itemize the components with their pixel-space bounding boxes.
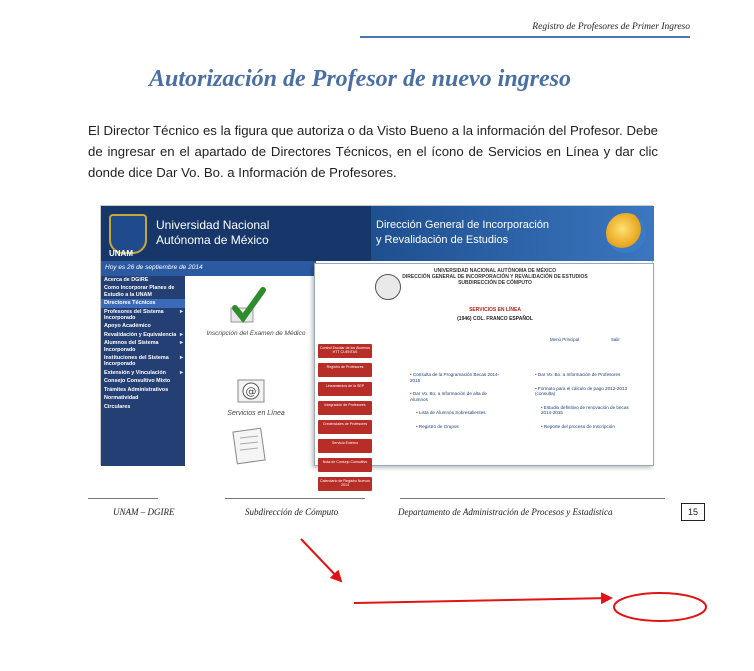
chevron-right-icon: ▸	[179, 340, 183, 347]
side-menu-item-label: Extensión y Vinculación	[104, 369, 166, 376]
overlay-options-col-1	[410, 372, 505, 438]
chevron-right-icon: ▸	[179, 355, 183, 362]
overlay-options-col-2	[535, 372, 630, 438]
slide-body: El Director Técnico es la figura que autoriza o da Visto Bueno a la información del Profesor. Debe de ingresar en el apartado de Directores Técnicos, en el ícono de Servicios en Línea y dar clic donde dice Dar Vo. Bo. a Información de Profesores.	[88, 123, 658, 180]
overlay-option-link[interactable]	[410, 372, 505, 383]
side-menu-item[interactable]	[101, 403, 185, 411]
side-menu-item-label: Alumnos del Sistema Incorporado	[104, 340, 159, 353]
chevron-right-icon: ▸	[179, 308, 183, 315]
overlay-header-line-1: UNIVERSIDAD NACIONAL AUTÓNOMA DE MÉXICO	[433, 268, 557, 274]
at-sign-icon[interactable]	[235, 374, 269, 408]
overlay-option-label: Lista de Alumnos Sobresalientes	[418, 410, 486, 416]
side-menu-item[interactable]	[101, 308, 185, 323]
overlay-side-button[interactable]: Servicio Externo	[318, 439, 372, 453]
side-menu-item-label: Trámites Administrativos	[104, 386, 169, 393]
overlay-header-line-2: DIRECCIÓN GENERAL DE INCORPORACIÓN Y REVALIDACIÓN DE ESTUDIOS	[402, 274, 588, 281]
online-services-window	[314, 263, 654, 488]
side-menu-item[interactable]	[101, 284, 185, 299]
header-rule	[360, 36, 690, 38]
unam-short-label: UNAM	[109, 249, 133, 258]
footer-rule-right	[400, 498, 665, 499]
overlay-option-label: Dar Vo. Bo. a Información de Profesores	[537, 372, 621, 377]
callout-arrow-1	[301, 539, 341, 581]
overlay-button-column	[318, 344, 372, 496]
document-icon[interactable]	[225, 426, 275, 466]
side-menu-item-label: Acerca de DGIRE	[104, 277, 149, 283]
overlay-header-line-3: SUBDIRECCIÓN DE CÓMPUTO	[458, 280, 532, 287]
overlay-side-button[interactable]: Lineamientos de la SEP	[318, 382, 372, 396]
unam-name-line-1: Universidad Nacional	[156, 218, 270, 232]
side-menu	[101, 276, 185, 466]
side-menu-item[interactable]	[101, 354, 185, 369]
overlay-option-label: Formato para el cálculo de pago 2012-2013 (consulta)	[535, 385, 628, 397]
section-label: SERVICIOS EN LÍNEA	[469, 307, 521, 313]
dgire-logo-icon	[606, 213, 646, 253]
dgire-name-line-1: Dirección General de Incorporación	[376, 219, 550, 231]
overlay-option-link[interactable]	[535, 372, 630, 378]
footer-right: Departamento de Administración de Procesos y Estadística	[398, 507, 613, 517]
dgire-name-line-2: y Revalidación de Estudios	[376, 234, 509, 246]
side-menu-item-label: Profesores del Sistema Incorporado	[104, 308, 164, 322]
side-menu-item[interactable]	[101, 369, 185, 377]
side-menu-item[interactable]	[101, 339, 185, 354]
bullet-icon: •	[541, 423, 544, 429]
side-menu-item-label: Circulares	[104, 403, 131, 410]
services-column	[185, 276, 315, 466]
overlay-option-link[interactable]	[410, 391, 505, 402]
overlay-option-label: Estudio definitivo de renovación de becas 2014-2015	[541, 404, 629, 416]
checkmark-icon[interactable]	[227, 288, 267, 326]
header-title: Registro de Profesores de Primer Ingreso	[532, 22, 690, 32]
page-number: 15	[681, 503, 705, 521]
side-menu-item[interactable]	[101, 322, 185, 330]
overlay-side-button[interactable]: Registro de Profesores	[318, 363, 372, 377]
side-menu-item-label: Apoyo Académico	[104, 323, 151, 330]
overlay-option-link[interactable]	[410, 424, 505, 430]
bullet-icon: •	[410, 372, 413, 377]
side-menu-item[interactable]	[101, 377, 185, 385]
bullet-icon: •	[541, 404, 544, 410]
overlay-option-link[interactable]	[535, 405, 630, 416]
callout-ellipse	[614, 593, 706, 621]
embedded-screenshot	[100, 205, 653, 488]
overlay-side-button[interactable]: Integración de Profesores	[318, 401, 372, 415]
overlay-option-link[interactable]	[535, 386, 630, 397]
side-menu-item[interactable]	[101, 331, 185, 339]
date-bar: Hoy es 26 de septiembre de 2014	[101, 261, 316, 276]
overlay-side-button[interactable]: Control Escolar de los Alumnos HTT CUENTAS	[318, 344, 372, 358]
footer-left: UNAM – DGIRE	[113, 507, 175, 517]
online-services-caption[interactable]: Servicios en Línea	[227, 410, 285, 417]
footer-rule-center	[225, 498, 365, 499]
chevron-right-icon: ▸	[179, 369, 183, 376]
chevron-right-icon: ▸	[179, 331, 183, 338]
unam-name[interactable]	[156, 218, 269, 248]
unam-seal-icon	[375, 274, 401, 300]
side-menu-item[interactable]	[101, 299, 185, 307]
bullet-icon: •	[416, 423, 419, 429]
footer-rule-left	[88, 498, 158, 499]
side-menu-item-label: Como Incorporar Planes de Estudio a la UNAM	[104, 285, 175, 298]
user-label: (1946) COL. FRANCO ESPAÑOL	[457, 316, 533, 322]
logout-link[interactable]: Salir	[611, 337, 620, 342]
side-menu-item-label: Normatividad	[104, 395, 139, 402]
side-menu-item[interactable]	[101, 276, 185, 284]
overlay-option-link[interactable]	[535, 424, 630, 430]
bullet-icon: •	[535, 385, 538, 391]
callout-arrow-2	[354, 598, 611, 603]
side-menu-item[interactable]	[101, 386, 185, 394]
side-menu-item[interactable]	[101, 394, 185, 402]
overlay-option-link[interactable]	[410, 410, 505, 416]
overlay-option-label: Registro de Grupos	[418, 423, 459, 429]
overlay-side-button[interactable]: Credenciales de Profesores	[318, 420, 372, 434]
bullet-icon: •	[410, 391, 413, 397]
overlay-option-label: Consulta de la Programación Becas 2014-2015	[410, 372, 500, 383]
overlay-option-label: Dar Vo. Bo. a Información de alta de Alumnos	[410, 391, 487, 402]
side-menu-item-label: Directores Técnicos	[104, 300, 156, 307]
side-menu-item-label: Consejo Consultivo Mixto	[104, 378, 171, 385]
dgire-name[interactable]	[376, 218, 549, 248]
side-menu-item-label: Instituciones del Sistema Incorporado	[104, 355, 169, 368]
unam-name-line-2: Autónoma de México	[156, 233, 269, 247]
slide-title: Autorización de Profesor de nuevo ingreso	[148, 66, 571, 92]
overlay-side-button[interactable]: Calendario de Registro Nuevos 2014	[318, 477, 372, 491]
exam-link-caption[interactable]: Inscripción del Examen de Médico	[206, 330, 306, 337]
overlay-option-label: Reporte del proceso de Inscripción	[543, 423, 615, 429]
overlay-side-button[interactable]: Nota de Consejo Consultivo	[318, 458, 372, 472]
side-menu-item-label: Revalidación y Equivalencia	[104, 331, 177, 338]
main-menu-link[interactable]: Menú Principal	[550, 337, 580, 342]
unam-shield-icon	[109, 214, 147, 254]
footer-center: Subdirección de Cómputo	[245, 507, 339, 517]
bullet-icon: •	[416, 410, 419, 416]
bullet-icon: •	[535, 372, 538, 377]
svg-text:@: @	[245, 385, 257, 398]
